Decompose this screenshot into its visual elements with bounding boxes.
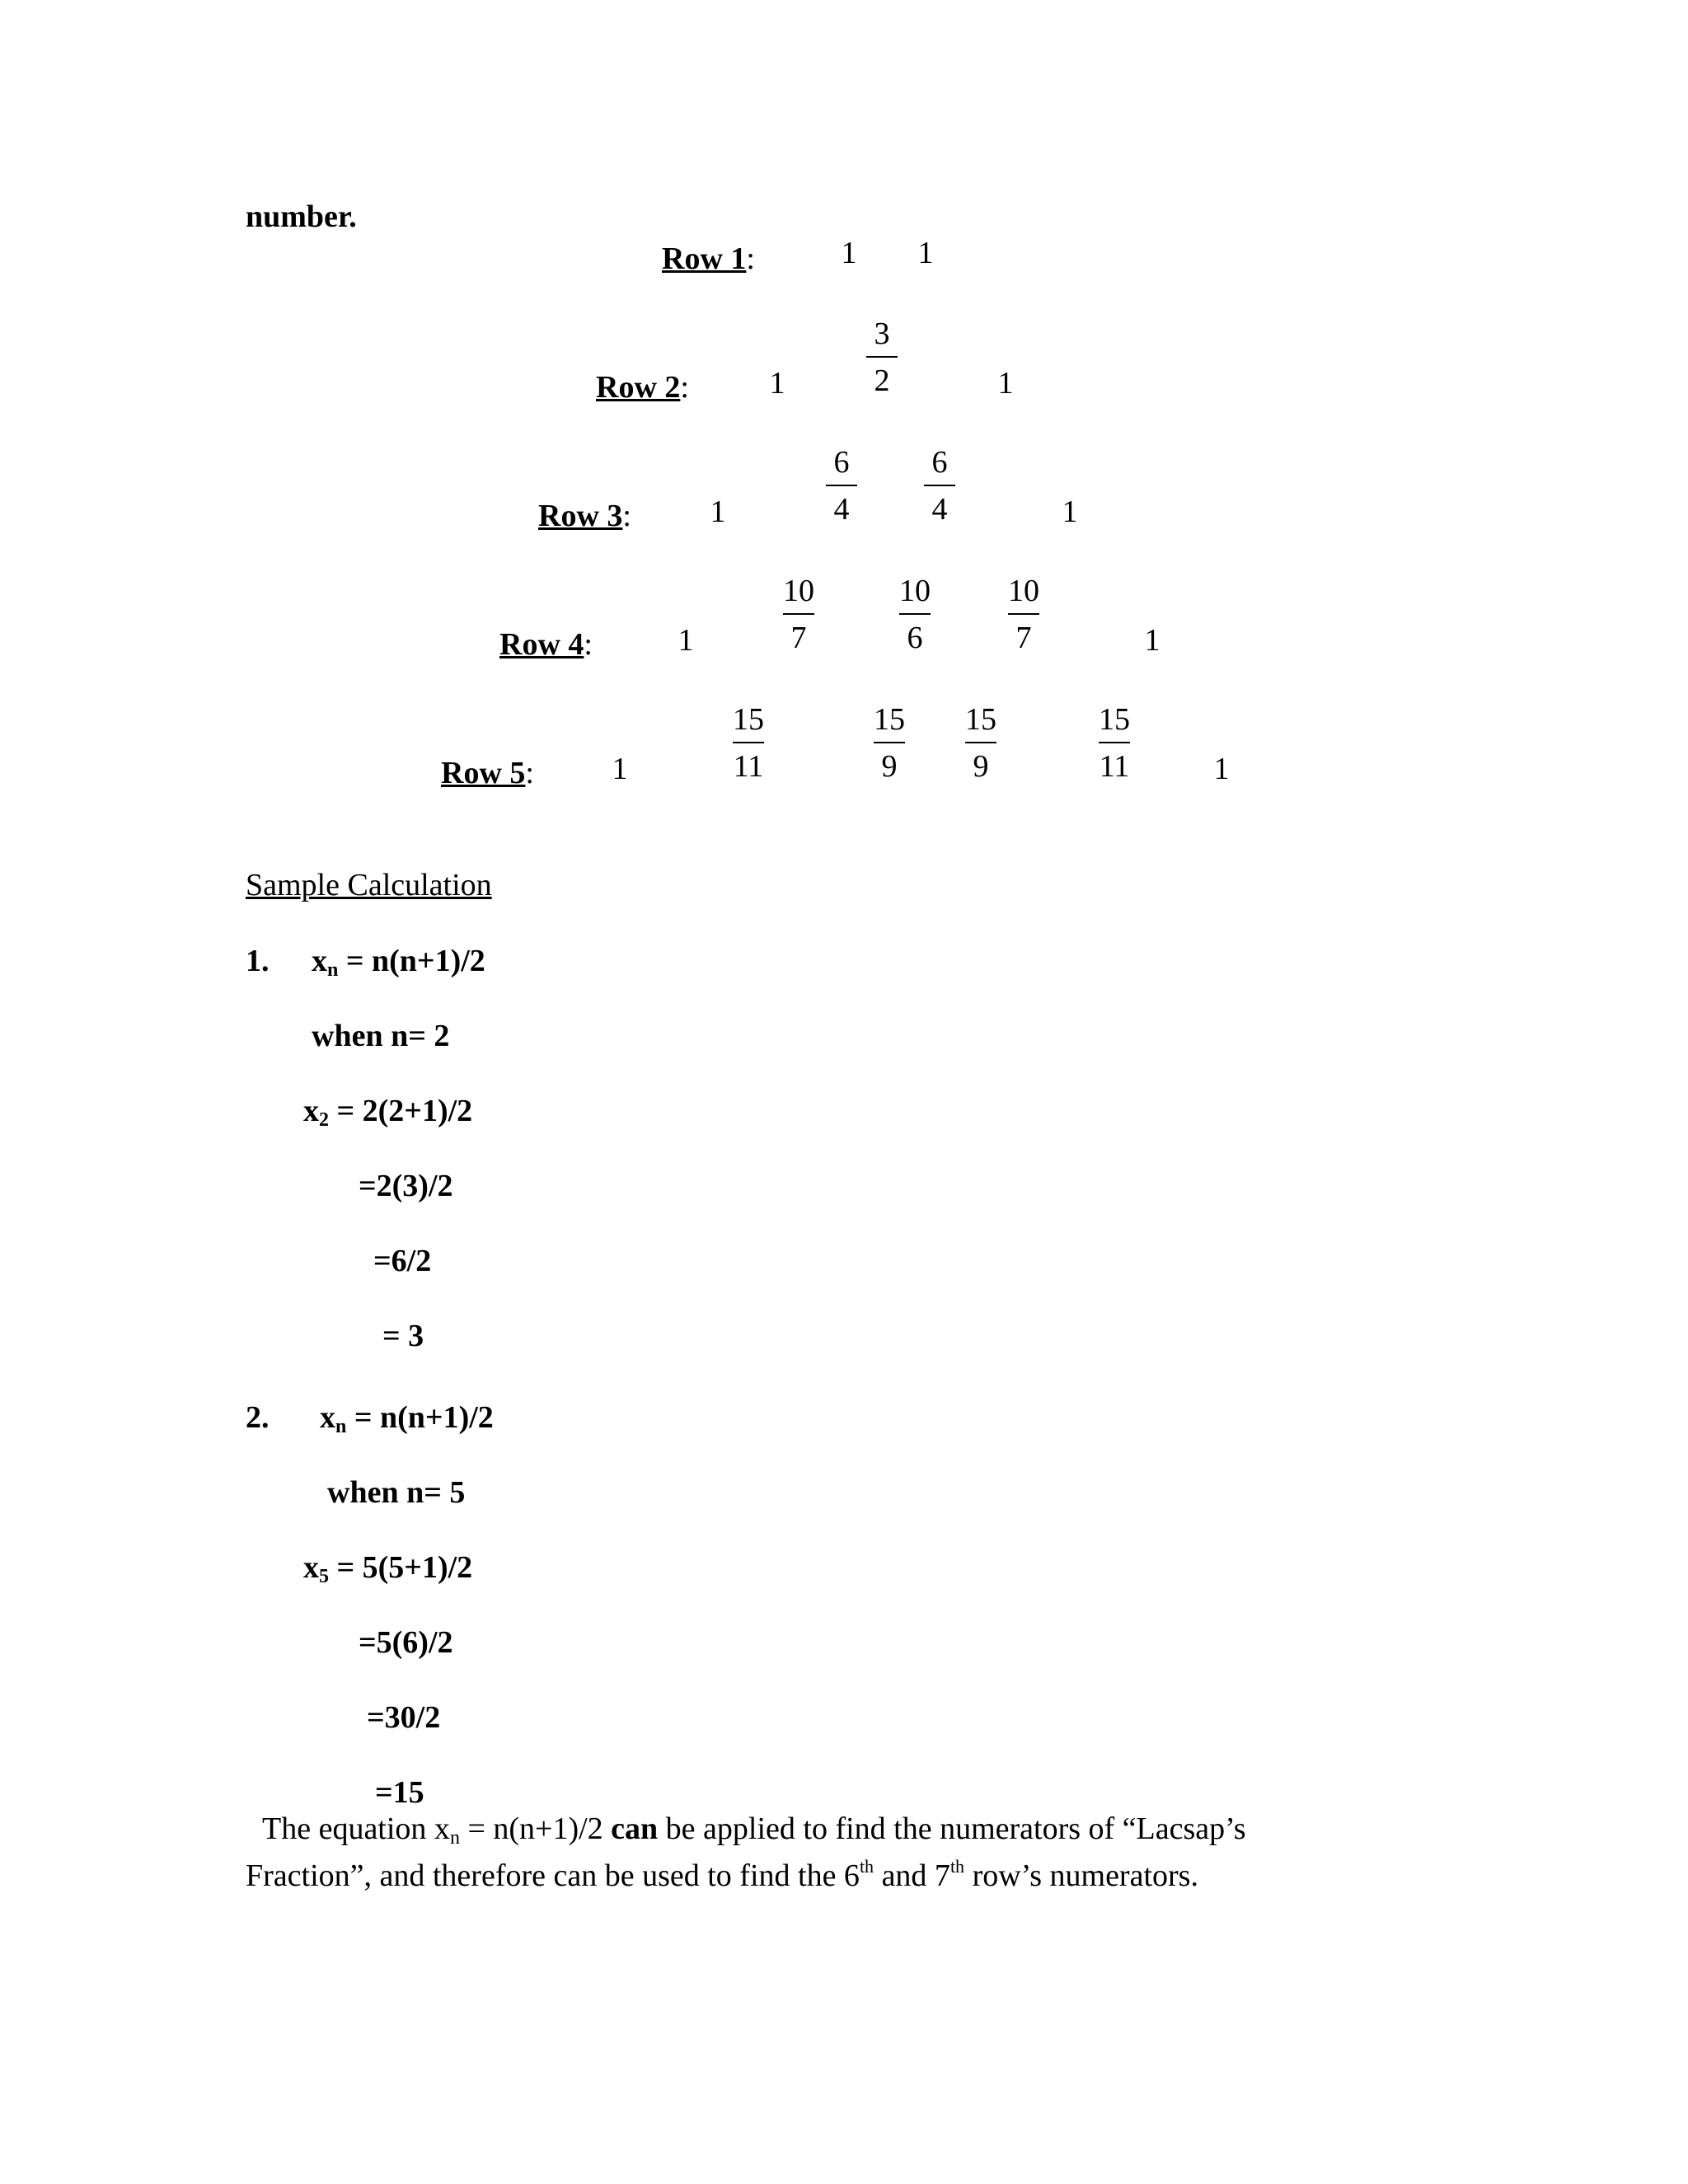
row-5-value-1: 1 (612, 752, 628, 786)
calc-1-line-1 (303, 1093, 472, 1138)
fraction-bar (783, 613, 814, 615)
conclusion-text-3: be applied to find the numerators of “Lacsap’s (658, 1811, 1246, 1846)
row-4-fraction-3 (995, 574, 1053, 654)
row-3-colon: : (622, 499, 631, 533)
row-2-value-2: 1 (997, 366, 1014, 401)
denominator: 9 (973, 749, 989, 784)
line-x: x (303, 1550, 319, 1585)
conclusion-text-6: row’s numerators. (964, 1858, 1198, 1893)
numerator: 15 (965, 702, 996, 737)
eq-rest: = n(n+1)/2 (338, 944, 485, 978)
row-4-label (499, 626, 593, 663)
eq-sub: n (327, 959, 339, 981)
numerator: 15 (874, 702, 905, 737)
numerator: 10 (1008, 574, 1039, 608)
calc-2-line-1 (303, 1549, 472, 1595)
row-3-fraction-2 (911, 446, 968, 526)
numerator: 10 (899, 574, 931, 608)
sample-heading: Sample Calculation (246, 868, 492, 902)
fraction-bar (826, 485, 857, 486)
fraction-bar (874, 742, 905, 743)
conclusion-text-2: = n(n+1)/2 (459, 1811, 612, 1846)
fraction-bar (1008, 613, 1039, 615)
row-4-value-1: 1 (678, 623, 694, 658)
fraction-bar (1099, 742, 1130, 743)
fraction-bar (733, 742, 764, 743)
row-2-value-1: 1 (769, 366, 785, 401)
conclusion-text-5: and 7 (874, 1858, 950, 1893)
row-1-value-1: 1 (841, 236, 857, 270)
row-5-fraction-3 (952, 703, 1010, 783)
numerator: 6 (931, 445, 948, 480)
calc-2-number: 2. (246, 1400, 270, 1435)
row-3-label (538, 498, 631, 534)
row-1-colon: : (746, 241, 755, 276)
row-4-fraction-2 (886, 574, 944, 654)
denominator: 2 (874, 363, 890, 398)
row-4-colon: : (584, 627, 593, 662)
calc-2-line-2: =5(6)/2 (359, 1625, 453, 1660)
row-5-label-text: Row 5 (441, 756, 526, 790)
row-4-value-2: 1 (1144, 623, 1160, 658)
eq-x: x (312, 944, 327, 978)
row-5-value-2: 1 (1213, 752, 1230, 786)
fraction-bar (965, 742, 996, 743)
calc-1-line-2: =2(3)/2 (359, 1169, 453, 1203)
numerator: 15 (733, 702, 764, 737)
row-4-fraction-1 (770, 574, 828, 654)
conclusion-sup-1: th (859, 1856, 874, 1877)
calc-1-when: when n= 2 (312, 1019, 450, 1053)
conclusion-text-4: Fraction”, and therefore can be used to find the 6 (246, 1858, 860, 1893)
calc-1-line-4: = 3 (382, 1319, 424, 1353)
line-rest: = 2(2+1)/2 (329, 1094, 473, 1128)
row-2-fraction-1 (853, 317, 911, 397)
denominator: 7 (790, 621, 807, 655)
conclusion-sup-2: th (950, 1856, 965, 1877)
row-5-label (441, 755, 534, 791)
row-1-label (662, 241, 755, 277)
numerator: 3 (874, 316, 890, 351)
conclusion-bold: can (611, 1811, 659, 1846)
calc-2-line-4: =15 (375, 1775, 424, 1810)
conclusion-text-1: The equation x (262, 1811, 450, 1846)
row-2-label-text: Row 2 (596, 370, 681, 405)
row-5-fraction-2 (860, 703, 918, 783)
row-1-value-2: 1 (917, 236, 934, 270)
calc-1-number: 1. (246, 944, 270, 978)
row-5-colon: : (525, 756, 534, 790)
row-2-colon: : (680, 370, 689, 405)
denominator: 6 (907, 621, 923, 655)
calc-2-line-3: =30/2 (367, 1700, 441, 1735)
row-5-fraction-4 (1085, 703, 1143, 783)
numerator: 15 (1099, 702, 1130, 737)
eq-rest: = n(n+1)/2 (346, 1400, 494, 1435)
row-1-label-text: Row 1 (662, 241, 747, 276)
fraction-bar (924, 485, 955, 486)
calc-2-when: when n= 5 (327, 1475, 466, 1510)
row-5-fraction-1 (720, 703, 777, 783)
eq-x: x (320, 1400, 335, 1435)
row-3-value-2: 1 (1062, 494, 1078, 529)
fraction-bar (899, 613, 931, 615)
fraction-bar (866, 356, 898, 358)
denominator: 11 (1099, 749, 1130, 784)
denominator: 4 (931, 492, 948, 527)
denominator: 11 (733, 749, 764, 784)
line-x: x (303, 1094, 319, 1128)
line-sub: 5 (319, 1566, 329, 1587)
row-4-label-text: Row 4 (499, 627, 584, 662)
calc-1-equation (312, 943, 485, 988)
calc-2-equation (320, 1399, 494, 1445)
denominator: 4 (833, 492, 850, 527)
numerator: 6 (833, 445, 850, 480)
denominator: 9 (881, 749, 898, 784)
line-sub: 2 (319, 1109, 329, 1131)
conclusion-sub: n (449, 1827, 460, 1849)
row-3-fraction-1 (813, 446, 870, 526)
calc-1-line-3: =6/2 (373, 1244, 432, 1278)
numerator: 10 (783, 574, 814, 608)
denominator: 7 (1015, 621, 1032, 655)
row-3-label-text: Row 3 (538, 499, 623, 533)
line-rest: = 5(5+1)/2 (329, 1550, 473, 1585)
row-3-value-1: 1 (710, 494, 726, 529)
intro-word: number. (246, 199, 357, 234)
eq-sub: n (335, 1416, 347, 1437)
row-2-label (596, 369, 689, 405)
conclusion-line-2 (246, 1848, 1198, 1895)
